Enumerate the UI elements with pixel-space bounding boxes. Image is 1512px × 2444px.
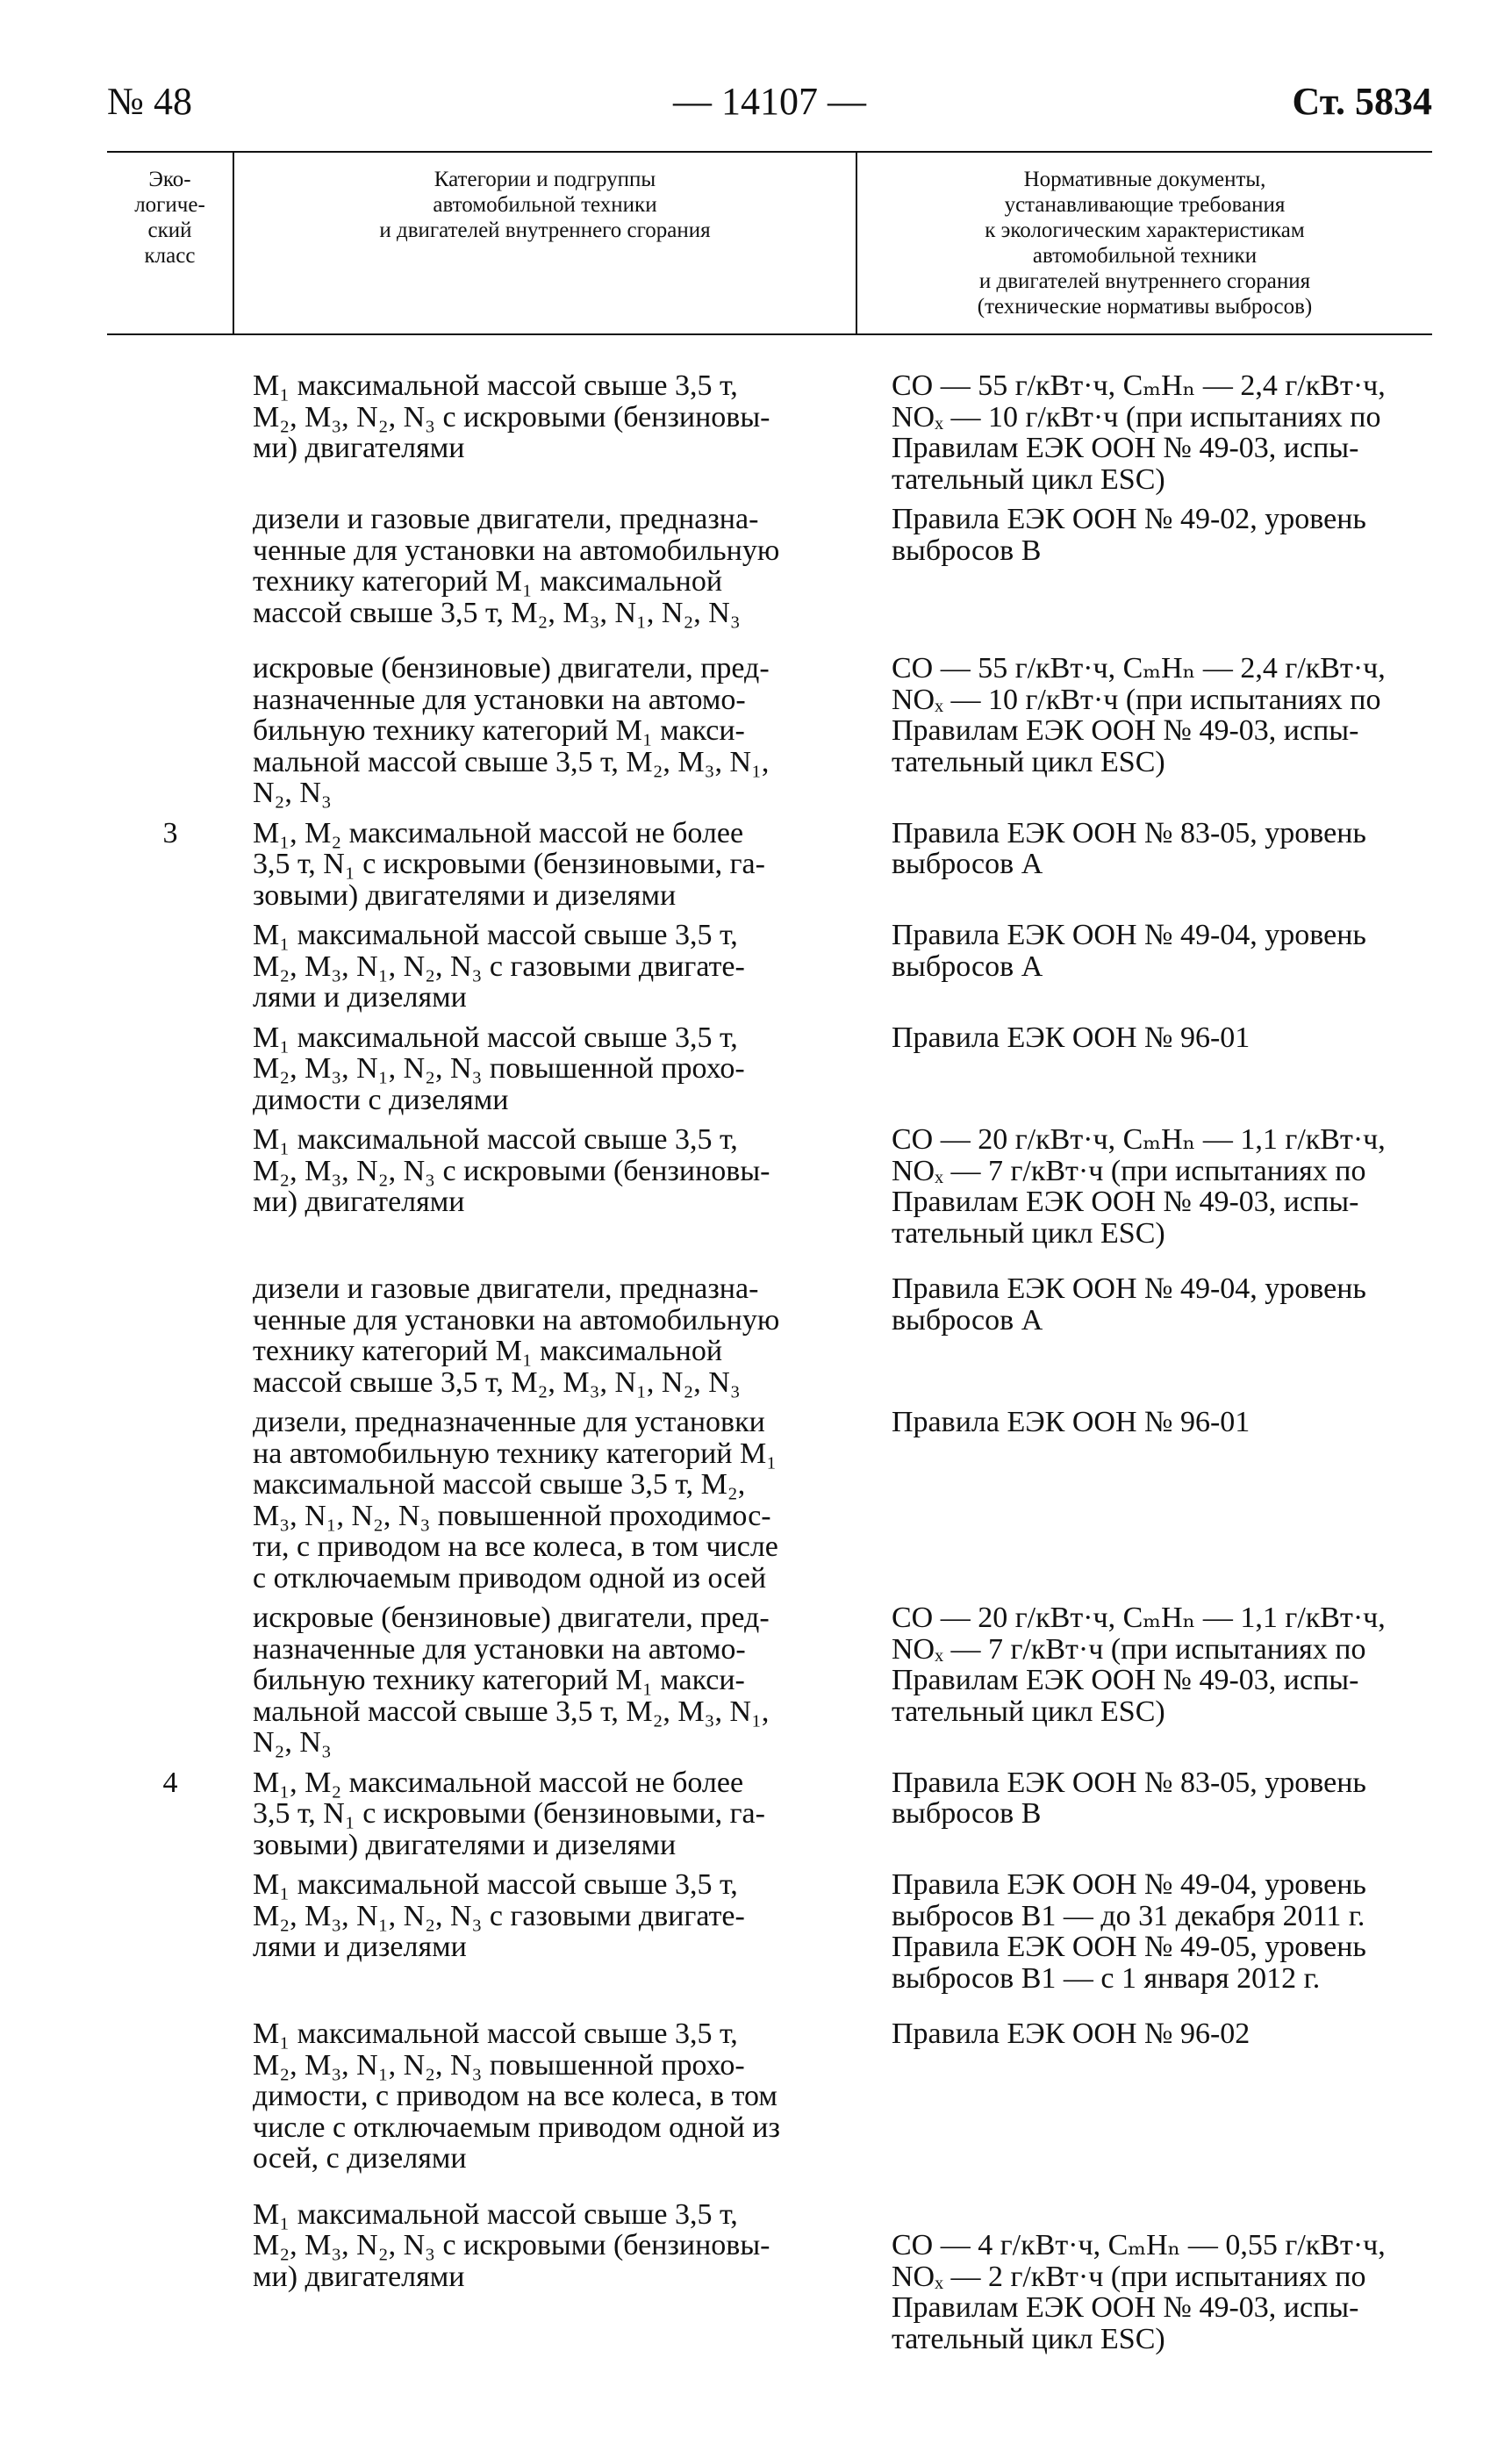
category-cell: M₁ максимальной массой свыше 3,5 т, M₂, M₃, N₂, N₃ с искровыми (бензиновы- ми) двигателями [253,2197,770,2293]
eco-class-cell [107,1273,233,1407]
eco-class-cell: 4 [162,1766,178,1799]
category-cell: M₁ максимальной массой свыше 3,5 т, M₂, M₃, N₂, N₃ с искровыми (бензиновы- ми) двигателями [253,369,770,464]
category-cell: дизели и газовые двигатели, предназна- ченные для установки на автомобильную технику категорий M₁ максимальной массой свыше 3,5 т, M₂, M₃, N₁, N₂, N₃ [253,503,780,629]
issue-number: № 48 [107,80,192,123]
table-header [107,152,1432,334]
category-cell: M₁ максимальной массой свыше 3,5 т, M₂, M₃, N₁, N₂, N₃ повышенной прохо- димости с дизелями [253,1021,745,1116]
eco-class-cell [107,2199,233,2364]
eco-class-cell [107,920,233,1022]
page-number: — 14107 — [673,80,866,123]
table-row [107,2199,1432,2364]
document-cell: CO — 20 г/кВт·ч, CₘHₙ — 1,1 г/кВт·ч, NOₓ — 7 г/кВт·ч (при испытаниях по Правилам ЕЭК ООН № 49-03, испы- тательный цикл ESC) [892,1602,1386,1728]
category-cell: M₁ максимальной массой свыше 3,5 т, M₂, M₃, N₂, N₃ с искровыми (бензиновы- ми) двигателями [253,1123,770,1218]
eco-class-cell: 3 [162,816,178,849]
table-row [107,1869,1432,2018]
category-cell: M₁ максимальной массой свыше 3,5 т, M₂, M₃, N₁, N₂, N₃ с газовыми двигате- лями и дизелями [253,919,745,1014]
eco-class-table [107,151,1432,2363]
category-cell: дизели, предназначенные для установки на автомобильную технику категорий M₁ максимальной массой свыше 3,5 т, M₂, M₃, N₁, N₂, N₃ повышенной проходимос- ти, с приводом на все колеса, в том числе с отключаемым приводом одной из осей [253,1406,778,1595]
document-cell: Правила ЕЭК ООН № 49-04, уровень выбросов A [892,919,1366,983]
eco-class-cell [107,1124,233,1273]
table-row [107,1273,1432,1407]
table-row [107,334,1432,504]
eco-class-cell [107,334,233,504]
category-cell: дизели и газовые двигатели, предназна- ченные для установки на автомобильную технику категорий M₁ максимальной массой свыше 3,5 т, M₂, M₃, N₁, N₂, N₃ [253,1272,780,1399]
document-cell: CO — 55 г/кВт·ч, CₘHₙ — 2,4 г/кВт·ч, NOₓ — 10 г/кВт·ч (при испытаниях по Правилам ЕЭК ООН № 49-03, испы- тательный цикл ESC) [892,652,1386,778]
eco-class-cell [107,2018,233,2199]
page-header [107,79,1432,132]
category-cell: M₁, M₂ максимальной массой не более 3,5 т, N₁ с искровыми (бензиновыми, га- зовыми) двигателями и дизелями [253,1766,765,1861]
eco-class-cell [107,1407,233,1602]
document-cell: Правила ЕЭК ООН № 83-05, уровень выбросов A [892,816,1366,880]
document-cell: Правила ЕЭК ООН № 96-02 [892,2018,1250,2050]
document-cell: CO — 55 г/кВт·ч, CₘHₙ — 2,4 г/кВт·ч, NOₓ — 10 г/кВт·ч (при испытаниях по Правилам ЕЭК ООН № 49-03, испы- тательный цикл ESC) [892,369,1386,496]
document-cell: Правила ЕЭК ООН № 96-01 [892,1021,1250,1054]
eco-class-cell [107,1022,233,1125]
table-body [107,334,1432,2363]
column-header-categories: Категории и подгруппы автомобильной техники и двигателей внутреннего сгорания [233,152,856,334]
document-cell: Правила ЕЭК ООН № 96-01 [892,1406,1250,1438]
table-row [107,1124,1432,1273]
category-cell: M₁, M₂ максимальной массой не более 3,5 т, N₁ с искровыми (бензиновыми, га- зовыми) двигателями и дизелями [253,816,765,912]
category-cell: искровые (бензиновые) двигатели, пред- назначенные для установки на автомо- бильную технику категорий M₁ макси- мальной массой свыше 3,5 т, M₂, M₃, N₁, N₂, N₃ [253,1602,770,1759]
document-cell: CO — 4 г/кВт·ч, CₘHₙ — 0,55 г/кВт·ч, NOₓ — 2 г/кВт·ч (при испытаниях по Правилам ЕЭК ООН № 49-03, испы- тательный цикл ESC) [892,2229,1386,2355]
eco-class-cell [107,653,233,818]
eco-class-cell [107,1602,233,1767]
table-row [107,920,1432,1022]
table-row [107,1407,1432,1602]
category-cell: искровые (бензиновые) двигатели, пред- назначенные для установки на автомо- бильную технику категорий M₁ макси- мальной массой свыше 3,5 т, M₂, M₃, N₁, N₂, N₃ [253,652,770,809]
document-cell: Правила ЕЭК ООН № 83-05, уровень выбросов B [892,1766,1366,1830]
table-row [107,1767,1432,1870]
table-row [107,504,1432,653]
eco-class-cell [107,1869,233,2018]
table-row [107,1022,1432,1125]
table-row [107,1602,1432,1767]
article-number: Ст. 5834 [1292,80,1432,123]
table-row [107,2018,1432,2199]
column-header-eco-class: Эко- логиче- ский класс [107,152,233,334]
document-cell: Правила ЕЭК ООН № 49-02, уровень выбросов B [892,503,1366,567]
table-row [107,818,1432,921]
table-row [107,653,1432,818]
column-header-documents: Нормативные документы, устанавливающие требования к экологическим характеристикам автомобильной техники и двигателей внутреннего сгорания (технические нормативы выбросов) [856,152,1432,334]
eco-class-cell [107,504,233,653]
category-cell: M₁ максимальной массой свыше 3,5 т, M₂, M₃, N₁, N₂, N₃ повышенной прохо- димости, с приводом на все колеса, в том числе с отключаемым приводом одной из осей, с дизелями [253,2018,780,2175]
document-cell: Правила ЕЭК ООН № 49-04, уровень выбросов A [892,1272,1366,1337]
document-cell: CO — 20 г/кВт·ч, CₘHₙ — 1,1 г/кВт·ч, NOₓ — 7 г/кВт·ч (при испытаниях по Правилам ЕЭК ООН № 49-03, испы- тательный цикл ESC) [892,1123,1386,1250]
document-cell: Правила ЕЭК ООН № 49-04, уровень выбросов B1 — до 31 декабря 2011 г. Правила ЕЭК ООН № 49-05, уровень выбросов B1 — с 1 января 2012 г. [892,1868,1366,1995]
category-cell: M₁ максимальной массой свыше 3,5 т, M₂, M₃, N₁, N₂, N₃ с газовыми двигате- лями и дизелями [253,1868,745,1963]
